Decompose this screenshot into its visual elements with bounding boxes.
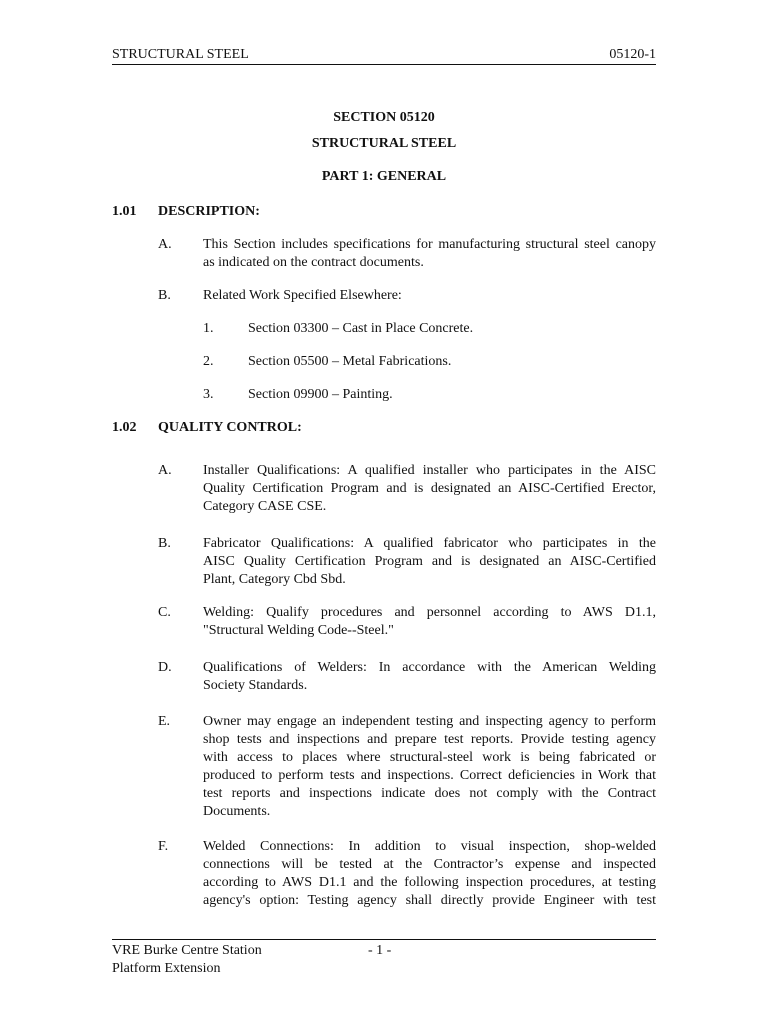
text-line: connections will be tested at the Contractor’s expense and inspected	[203, 857, 656, 872]
text-line: Category CASE CSE.	[203, 499, 327, 514]
text-line: Owner may engage an independent testing and inspecting agency to perform	[203, 714, 656, 729]
text-line: Documents.	[203, 804, 271, 819]
text-line: produced to perform tests and inspections. Correct deficiencies in Work that	[203, 768, 656, 783]
text-line: agency's option: Testing agency shall directly provide Engineer with test	[203, 893, 656, 908]
text-line: as indicated on the contract documents.	[203, 255, 424, 270]
paragraph-text: Related Work Specified Elsewhere:	[203, 288, 402, 303]
footer-project-line-1: VRE Burke Centre Station	[112, 943, 262, 958]
paragraph-text	[203, 604, 656, 640]
paragraph-letter: A.	[158, 237, 172, 252]
text-line: shop tests and inspections and prepare test reports. Provide testing agency	[203, 732, 656, 747]
footer-page-number: - 1 -	[368, 943, 392, 958]
paragraph-text	[203, 535, 656, 589]
paragraph-letter: B.	[158, 288, 171, 303]
text-line: Qualifications of Welders: In accordance with the American Welding	[203, 660, 656, 675]
header-rule	[112, 64, 656, 65]
paragraph-letter: D.	[158, 660, 172, 675]
text-line: Society Standards.	[203, 678, 308, 693]
text-line: Welding: Qualify procedures and personnel according to AWS D1.1,	[203, 605, 656, 620]
list-item-text: Section 05500 – Metal Fabrications.	[248, 354, 452, 369]
text-line: according to AWS D1.1 and the following inspection procedures, at testing	[203, 875, 656, 890]
part-title: PART 1: GENERAL	[321, 169, 447, 184]
section-name-title: STRUCTURAL STEEL	[311, 136, 457, 151]
paragraph-text	[203, 462, 656, 516]
text-line: Welded Connections: In addition to visual inspection, shop-welded	[203, 839, 656, 854]
text-line: with access to places where structural-steel work is being fabricated or	[203, 750, 656, 765]
text-line: Fabricator Qualifications: A qualified fabricator who participates in the	[203, 536, 656, 551]
list-item-number: 2.	[203, 354, 214, 369]
list-item-text: Section 03300 – Cast in Place Concrete.	[248, 321, 474, 336]
list-item-number: 3.	[203, 387, 214, 402]
text-line: test reports and inspections indicate does not comply with the Contract	[203, 786, 656, 801]
paragraph-text	[203, 236, 656, 272]
section-number-title: SECTION 05120	[333, 110, 435, 125]
paragraph-text	[203, 838, 656, 910]
text-line: "Structural Welding Code--Steel."	[203, 623, 394, 638]
article-number: 1.02	[112, 420, 137, 435]
text-line: AISC Quality Certification Program and is designated an AISC-Certified	[203, 554, 656, 569]
text-line: Installer Qualifications: A qualified installer who participates in the AISC	[203, 463, 656, 478]
text-line: Plant, Category Cbd Sbd.	[203, 572, 346, 587]
list-item-text: Section 09900 – Painting.	[248, 387, 393, 402]
footer-rule	[112, 939, 656, 940]
running-header-page-code: 05120-1	[609, 47, 656, 62]
paragraph-letter: A.	[158, 463, 172, 478]
text-line: This Section includes specifications for manufacturing structural steel canopy	[203, 237, 656, 252]
paragraph-letter: B.	[158, 536, 171, 551]
paragraph-letter: F.	[158, 839, 169, 854]
article-number: 1.01	[112, 204, 137, 219]
footer-project-line-2: Platform Extension	[112, 961, 221, 976]
article-title: DESCRIPTION:	[158, 204, 260, 219]
text-line: Quality Certification Program and is designated an AISC-Certified Erector,	[203, 481, 656, 496]
article-title: QUALITY CONTROL:	[158, 420, 302, 435]
running-header-title: STRUCTURAL STEEL	[112, 47, 249, 62]
list-item-number: 1.	[203, 321, 214, 336]
paragraph-text	[203, 659, 656, 695]
paragraph-letter: C.	[158, 605, 171, 620]
paragraph-text	[203, 713, 656, 821]
paragraph-letter: E.	[158, 714, 171, 729]
